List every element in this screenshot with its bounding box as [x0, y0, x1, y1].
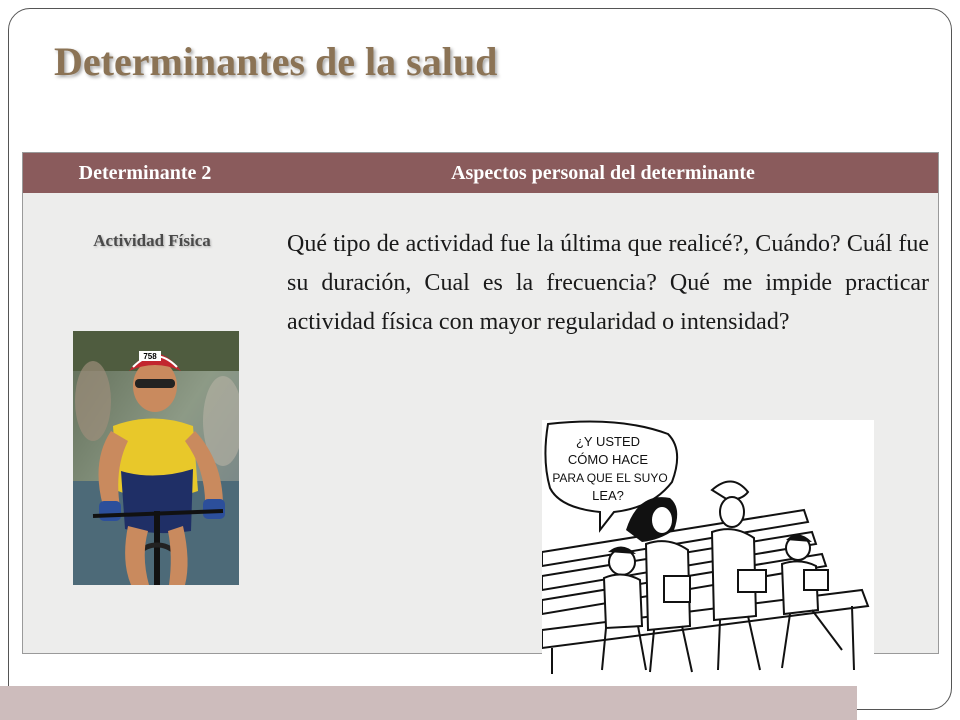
- cyclist-photo: [73, 331, 239, 585]
- speech-line-2: CÓMO HACE: [567, 452, 649, 467]
- determinant-label: Actividad Física: [93, 231, 211, 250]
- header-determinante: Determinante 2: [78, 162, 212, 184]
- speech-line-4: LEA?: [592, 488, 624, 503]
- speech-line-3: PARA QUE EL SUYO: [552, 471, 668, 485]
- bottom-bar: [0, 686, 857, 720]
- header-aspectos: Aspectos personal del determinante: [451, 162, 755, 184]
- bib-number: 758: [143, 352, 157, 361]
- reading-cartoon: [542, 420, 874, 674]
- slide-title: Determinantes de la salud: [54, 39, 498, 84]
- reflection-questions: Qué tipo de actividad fue la última que realicé?, Cuándo? Cuál fue su duración, Cual es la frecuencia? Qué me impide practicar actividad física con mayor regularidad o intensidad?: [287, 231, 929, 335]
- table-header: [23, 153, 938, 193]
- speech-line-1: ¿Y USTED: [575, 434, 641, 449]
